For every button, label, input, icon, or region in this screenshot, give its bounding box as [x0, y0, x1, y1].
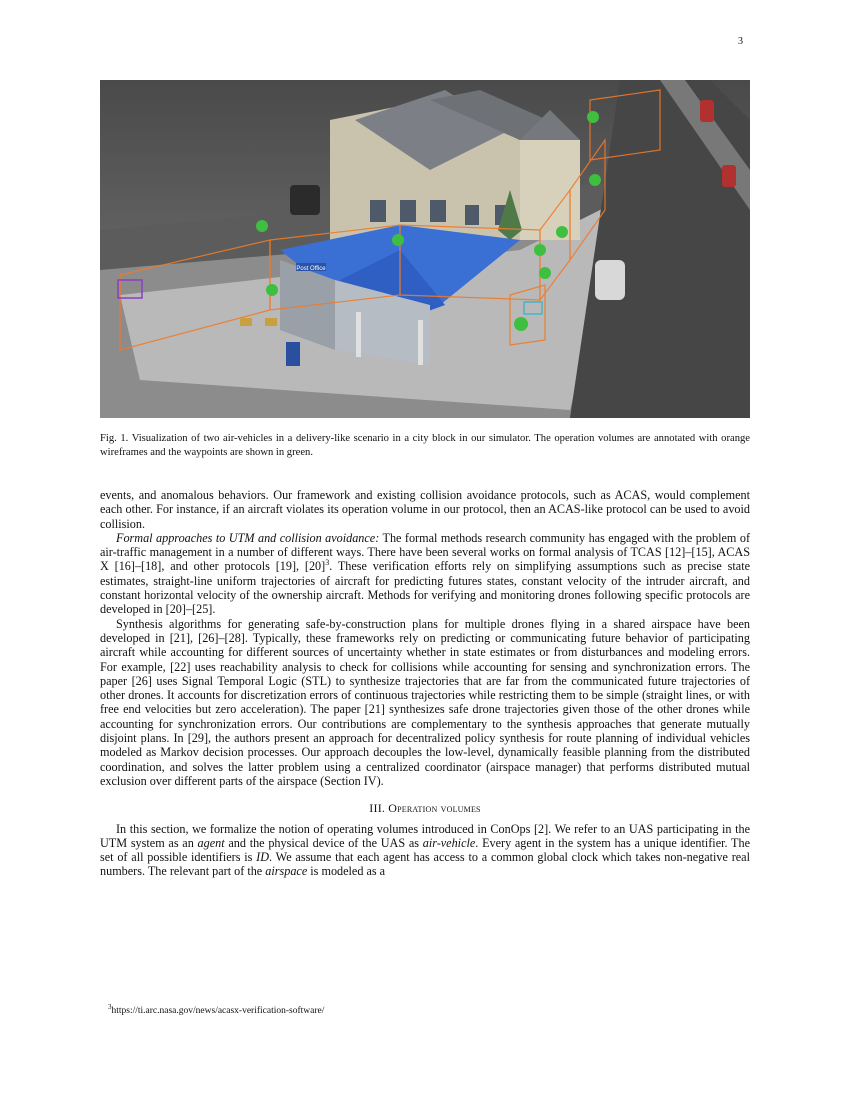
paragraph-text: . These verification efforts rely on simplifying assumptions such as precise state estimates, straight-line uniform trajectories of aircraft for predicting futures states, constant velocity of the intruder aircraft, and constant horizontal velocity of the ownership aircraft. Methods for verifying and monitoring drones following specific protocols are developed in [20]–[25]. [100, 559, 750, 617]
figure-caption: Fig. 1. Visualization of two air-vehicles in a delivery-like scenario in a city block in our simulator. The operation volumes are annotated with orange wireframes and the waypoints are shown in green. [100, 433, 750, 458]
paragraph: events, and anomalous behaviors. Our framework and existing collision avoidance protocols, such as ACAS, would complement each other. For instance, if an aircraft violates its operation volume in our protocol, then an ACAS-like protocol can be used to avoid collision. [100, 488, 750, 531]
footnote-marker: 3 [325, 558, 330, 568]
body-text [100, 488, 750, 879]
paragraph-text: The formal methods research community has engaged with the problem of air-traffic management in a number of different ways. There have been several works on formal analysis of TCAS [12]–[15], ACAS X [16]–[18], and other protocols [19], [20] [100, 530, 750, 574]
paragraph-heading: Formal approaches to UTM and collision avoidance: [116, 530, 380, 545]
paragraph: Synthesis algorithms for generating safe-by-construction plans for multiple drones flying in a shared airspace have been developed in [21], [26]–[28]. Typically, these frameworks rely on predicting or communicating future behavior of participating aircraft while accounting for different sources of uncertainty whether in state estimates or from disturbances and modeling errors. For example, [22] uses reachability analysis to check for collisions while accounting for sensing and synchronization errors. The paper [26] uses Signal Temporal Logic (STL) to synthesize trajectories that are far from the communicated future trajectories of other drones. It accounts for discretization errors of continuous trajectories while restricting them to be simple (straight lines, or with free end velocities but zero acceleration). The paper [21] synthesizes safe drone trajectories given those of the other drones while accounting for synchronization errors. Our contributions are complementary to the synthesis approaches that generate mutually disjoint plans. In [29], the authors present an approach for decentralized policy synthesis for route planning of individual vehicles modeled as Markov decision processes. Our approach decouples the low-level, dynamically feasible planning from the distributed coordination, and solves the latter problem using a centralized coordinator (airspace manager) that performs distributed mutual exclusion over different parts of the airspace (Section IV). [100, 616, 750, 788]
paragraph-text: . We assume that each agent has access to a common global clock which takes non-negative real numbers. The relevant part of the [100, 850, 750, 879]
paragraph-text: . Every agent in the system has a unique identifier. The set of all possible identifiers is [100, 835, 751, 865]
paragraph-text: is modeled as a [307, 864, 386, 879]
section-number: III. [369, 801, 386, 816]
paragraph-text: and the physical device of the UAS as [224, 835, 423, 850]
footnote-link[interactable]: https://ti.arc.nasa.gov/news/acasx-verification-software/ [111, 1006, 325, 1016]
term: airspace [265, 864, 308, 879]
math-symbol: ID [256, 850, 270, 865]
section-heading [100, 801, 750, 815]
term: agent [197, 835, 225, 850]
term: air-vehicle [422, 835, 476, 850]
paragraph [100, 531, 750, 617]
footnote [108, 1002, 325, 1016]
figure-simulator-scene [100, 80, 750, 418]
page-number: 3 [738, 36, 743, 47]
section-title: Operation volumes [388, 801, 481, 816]
post-office-sign: Post Office [296, 266, 326, 272]
footnote-mark: 3 [108, 1002, 112, 1011]
paragraph [100, 822, 750, 879]
paragraph-text: In this section, we formalize the notion of operating volumes introduced in ConOps [2]. We refer to an UAS participating in the UTM system as an [100, 821, 750, 850]
